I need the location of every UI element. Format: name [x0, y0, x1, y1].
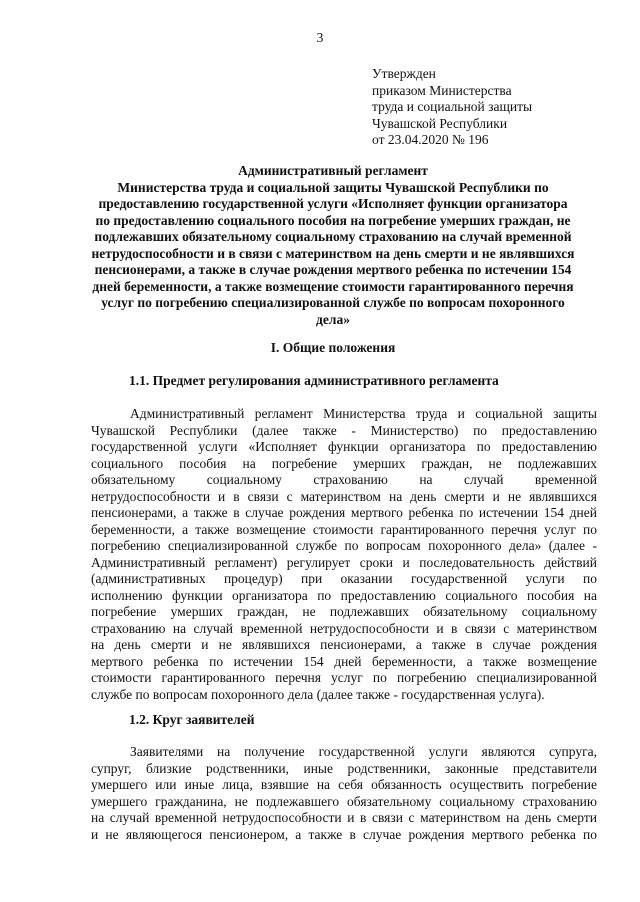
- approval-line: труда и социальной защиты: [372, 99, 533, 114]
- title-line: Министерства труда и социальной защиты Чувашской Республики по: [117, 179, 549, 195]
- paragraph-line: беременности, а также возмещение стоимости гарантированного перечня услуг по: [91, 521, 597, 537]
- paragraph-line: на случай временной нетрудоспособности и в связи с материнством на день смерти: [91, 810, 597, 825]
- title-line: подлежавших обязательному социальному страхованию на случай временной: [94, 229, 572, 244]
- paragraph-subject-of-regulation: [91, 406, 597, 703]
- title-line: по предоставлению социального пособия на погребение умерших граждан, не: [95, 212, 571, 228]
- paragraph-line: супруг, близкие родственники, иные родственники, законные представители: [91, 760, 597, 776]
- paragraph-line: умершего или иные лица, взявшие на себя обязанность осуществить погребение: [91, 777, 597, 792]
- paragraph-line: пенсионерами, а также в случае рождения мертвого ребенка по истечении 154 дней: [91, 505, 597, 520]
- paragraph-line: исполнению функции организатора по предоставлению социального пособия на: [91, 587, 597, 603]
- subsection-heading: 1.2. Круг заявителей: [129, 712, 255, 727]
- page-number: 3: [316, 30, 324, 45]
- paragraph-line: обязательному социальному страхованию на случай временной: [91, 472, 597, 487]
- paragraph-line: Административный регламент) регулирует сроки и последовательность действий: [91, 554, 597, 570]
- paragraph-line: мертвого ребенка по истечении 154 дней беременности, а также возмещение: [91, 653, 597, 669]
- document-title: [80, 163, 586, 328]
- approval-line: Утвержден: [372, 66, 436, 81]
- paragraph-line: Административный регламент Министерства труда и социальной защиты: [130, 406, 597, 421]
- approval-line: от 23.04.2020 № 196: [372, 132, 489, 147]
- paragraph-line: государственной услуги «Исполняет функции организатора по предоставлению: [91, 439, 597, 454]
- approval-line: Чувашской Республики: [372, 115, 508, 131]
- title-line: нетрудоспособности и в связи с материнством на день смерти и не являвшихся: [91, 245, 575, 261]
- paragraph-line: службе по вопросам похоронного дела (далее также - государственная услуга).: [91, 686, 545, 702]
- subsection-heading: 1.1. Предмет регулирования административного регламента: [129, 373, 499, 388]
- approval-line: приказом Министерства: [372, 82, 512, 98]
- paragraph-applicants: [91, 744, 597, 843]
- title-line: дней беременности, а также возмещение стоимости гарантированного перечня: [92, 278, 574, 294]
- paragraph-line: стоимости гарантированного перечня услуг по погребению специализированной: [91, 670, 597, 685]
- title-line: пенсионерами, а также в случае рождения мертвого ребенка по истечении 154: [94, 262, 572, 277]
- paragraph-line: (административных процедур) при оказании государственной услуги по: [91, 571, 597, 586]
- approval-stamp-block: [372, 66, 532, 149]
- paragraph-line: социального пособия на погребение умерших граждан, не подлежавших: [91, 455, 597, 471]
- paragraph-line: страхованию на случай временной нетрудоспособности и в связи с материнством: [91, 620, 597, 636]
- paragraph-line: на день смерти и не являвшихся пенсионерами, а также в случае рождения: [91, 637, 597, 652]
- title-line: услуг по погребению специализированной службе по вопросам похоронного: [101, 295, 565, 310]
- title-line: Административный регламент: [238, 163, 428, 178]
- title-line: предоставлению государственной услуги «Исполняет функции организатора: [98, 196, 568, 211]
- paragraph-line: Заявителями на получение государственной услуги являются супруга,: [130, 744, 597, 759]
- paragraph-line: погребению специализированной службе по вопросам похоронного дела» (далее -: [91, 538, 597, 553]
- section-heading: I. Общие положения: [270, 340, 396, 355]
- paragraph-line: нетрудоспособности и в связи с материнством на день смерти и не являвшихся: [91, 488, 597, 504]
- paragraph-line: погребение умерших граждан, не подлежавших обязательному социальному: [91, 604, 597, 619]
- title-line: дела»: [316, 311, 350, 327]
- paragraph-line: и не являющегося пенсионером, а также в случае рождения мертвого ребенка по: [91, 826, 597, 842]
- paragraph-line: умершего гражданина, не подлежавшего обязательному социальному страхованию: [91, 793, 597, 809]
- paragraph-line: Чувашской Республики (далее также - Министерство) по предоставлению: [91, 422, 597, 438]
